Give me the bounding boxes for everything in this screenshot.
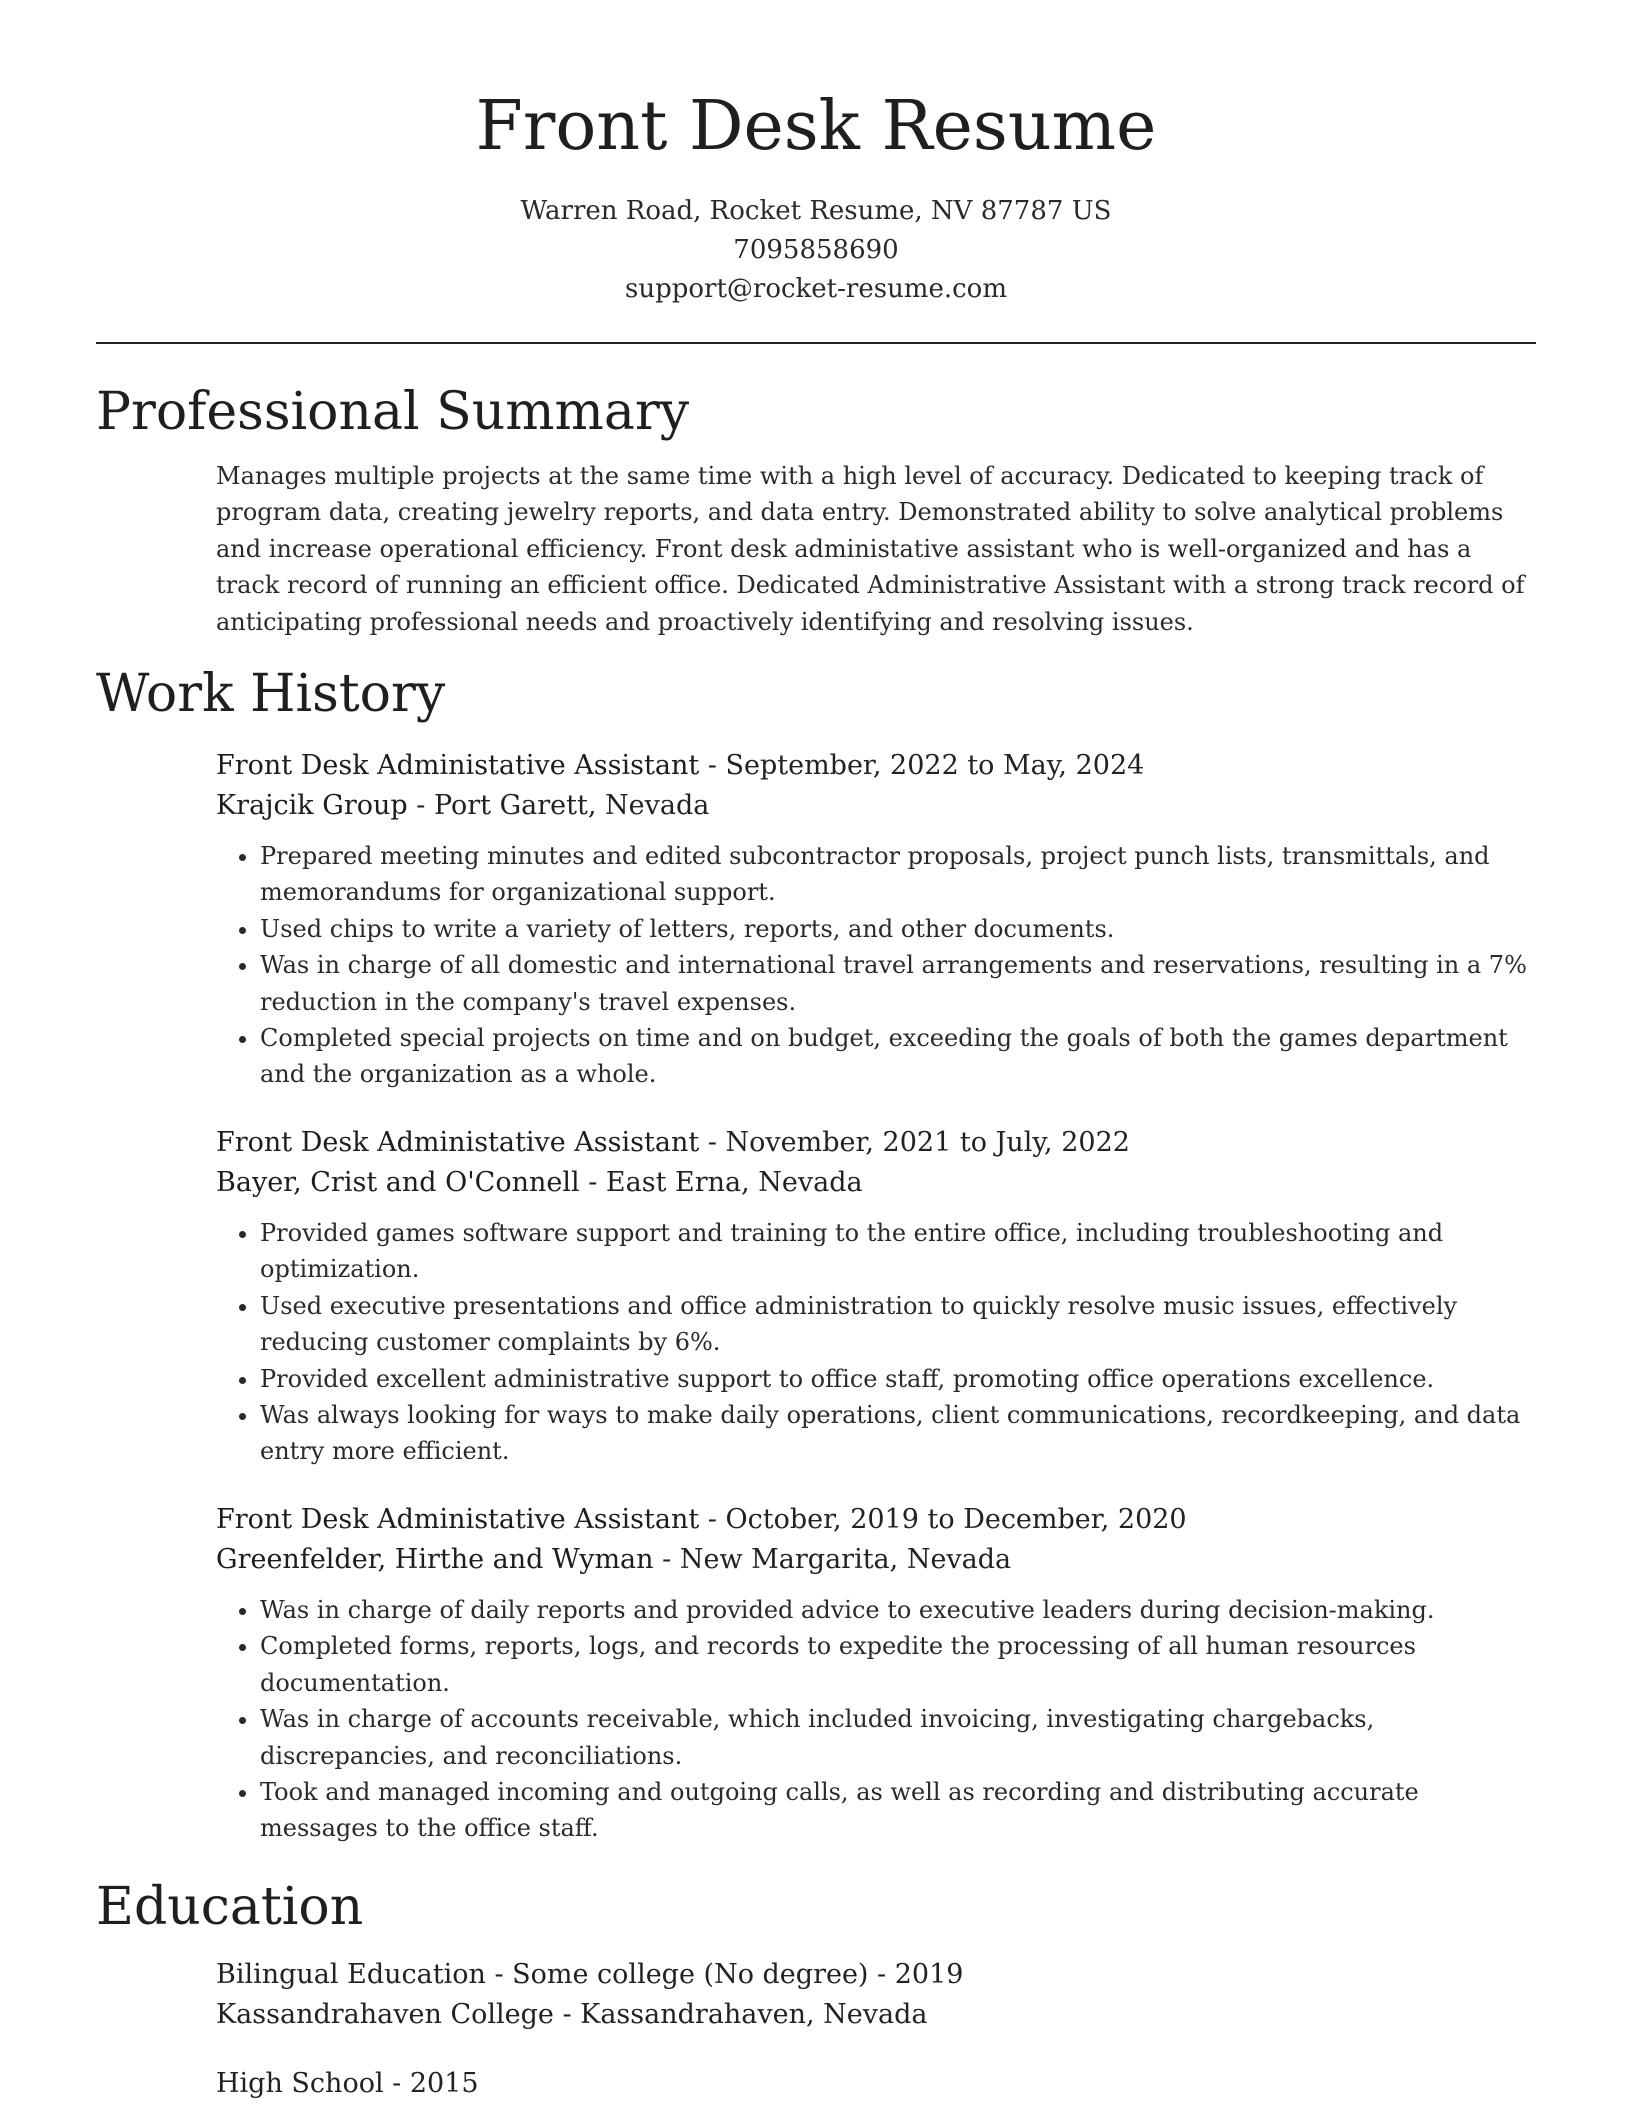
job-bullets [216, 1592, 1536, 1847]
contact-address: Warren Road, Rocket Resume, NV 87787 US [520, 196, 1112, 226]
education-entry [216, 2064, 1536, 2104]
education-degree-line: High School - 2015 [216, 2068, 479, 2099]
resume-header [0, 0, 1632, 309]
summary-block [216, 458, 1536, 640]
header-divider [96, 342, 1536, 344]
education-school-line: Kassandrahaven College - Kassandrahaven, Nevada [216, 1999, 928, 2030]
job-company: Bayer, Crist and O'Connell [216, 1167, 580, 1198]
summary-text: Manages multiple projects at the same time with a high level of accuracy. Dedicated to keeping track of program data, creating jewelry reports, and data entry. Demonstrated ability to solve analytical problems and increase operational efficiency. Front desk administative assistant who is well-organized and has a track record of running an efficient office. Dedicated Administrative Assistant with a strong track record of anticipating professional needs and proactively identifying and resolving issues. [216, 462, 1525, 636]
job-entry [216, 1123, 1536, 1470]
job-role: Front Desk Administative Assistant [216, 1504, 700, 1535]
resume-name: Front Desk Resume [475, 87, 1157, 166]
job-company-line [216, 786, 1536, 826]
job-bullet: • Took and managed incoming and outgoing calls, as well as recording and distributing accurate messages to the office staff. [260, 1774, 1536, 1847]
contact-block [0, 192, 1632, 309]
summary-heading: Professional Summary [96, 382, 690, 442]
job-bullet: • Was in charge of accounts receivable, which included invoicing, investigating chargebacks, discrepancies, and reconciliations. [260, 1701, 1536, 1774]
job-bullet: • Was always looking for ways to make daily operations, client communications, recordkeeping, and data entry more efficient. [260, 1397, 1536, 1470]
job-title-line [216, 1500, 1536, 1540]
job-location: - New Margarita, Nevada [653, 1544, 1012, 1575]
job-company: Greenfelder, Hirthe and Wyman [216, 1544, 654, 1575]
education-degree-line: Bilingual Education - Some college (No degree) - 2019 [216, 1959, 964, 1990]
job-bullet: • Used executive presentations and office administration to quickly resolve music issues, effectively reducing customer complaints by 6%. [260, 1288, 1536, 1361]
job-role: Front Desk Administative Assistant [216, 750, 700, 781]
job-dates: - October, 2019 to December, 2020 [699, 1504, 1187, 1535]
job-bullet: • Completed special projects on time and on budget, exceeding the goals of both the games department and the organization as a whole. [260, 1020, 1536, 1093]
job-company-line [216, 1540, 1536, 1580]
job-bullet: • Provided games software support and training to the entire office, including troubleshooting and optimization. [260, 1215, 1536, 1288]
job-entry [216, 1500, 1536, 1847]
job-bullets [216, 1215, 1536, 1470]
job-title-line [216, 1123, 1536, 1163]
job-bullet: • Prepared meeting minutes and edited subcontractor proposals, project punch lists, transmittals, and memorandums for organizational support. [260, 838, 1536, 911]
education-entry [216, 1955, 1536, 2035]
job-entry [216, 746, 1536, 1093]
work-history-heading: Work History [96, 664, 446, 724]
job-location: - East Erna, Nevada [579, 1167, 863, 1198]
job-bullet: • Used chips to write a variety of letters, reports, and other documents. [260, 911, 1536, 947]
education-heading: Education [96, 1877, 364, 1937]
job-dates: - November, 2021 to July, 2022 [699, 1127, 1130, 1158]
job-title-line [216, 746, 1536, 786]
job-location: - Port Garett, Nevada [407, 790, 710, 821]
job-bullets [216, 838, 1536, 1093]
job-bullet: • Provided excellent administrative support to office staff, promoting office operations excellence. [260, 1361, 1536, 1397]
job-company: Krajcik Group [216, 790, 408, 821]
job-bullet: • Was in charge of daily reports and provided advice to executive leaders during decision-making. [260, 1592, 1536, 1628]
job-dates: - September, 2022 to May, 2024 [699, 750, 1145, 781]
job-bullet: • Completed forms, reports, logs, and records to expedite the processing of all human resources documentation. [260, 1628, 1536, 1701]
job-role: Front Desk Administative Assistant [216, 1127, 700, 1158]
job-bullet: • Was in charge of all domestic and international travel arrangements and reservations, resulting in a 7% reduction in the company's travel expenses. [260, 947, 1536, 1020]
job-company-line [216, 1163, 1536, 1203]
contact-email: support@rocket-resume.com [624, 274, 1007, 304]
contact-phone: 7095858690 [733, 235, 899, 265]
